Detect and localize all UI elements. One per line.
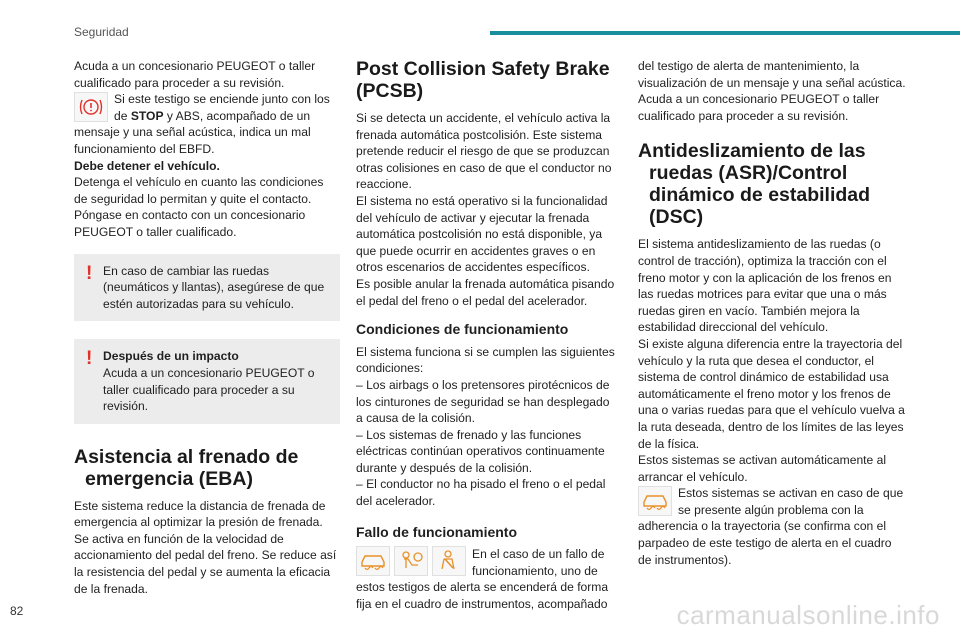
seatbelt-person-icon [432,546,466,576]
section-heading: Asistencia al frenado de emergencia (EBA) [74,445,299,490]
section-heading: Post Collision Safety Brake (PCSB) [356,58,610,102]
witness-text: Si este testigo se enciende junto con los de STOP y ABS, acompañado de un mensaje y una señal acústica, indica un mal funcionamiento del EBFD. [74,92,330,156]
skid-car-icon [356,546,390,576]
exclamation-icon: ! [86,262,93,284]
paragraph: Estos sistemas se activan en caso de que se presente algún problema con la adherencia o la trayectoria (se confirma con el parpadeo de este testigo de alerta en el cuadro de instrumentos). [638,486,904,567]
paragraph: Si se detecta un accidente, el vehículo activa la frenada automática postcolisión. Este sistema pretende reducir el riesgo de que se produzcan otras colisiones en caso de que el conductor no reaccione. [356,111,612,192]
paragraph: Si existe alguna diferencia entre la trayectoria del vehículo y la ruta que desea el conductor, el sistema de control dinámico de estabilidad usa automáticamente el freno motor y los frenos de una o varias ruedas para que el vehículo vuelva a la ruta deseada, dentro de los límites de las leyes de la física. [638,336,905,451]
failure-note [356,546,618,612]
paragraph: Es posible anular la frenada automática pisando el pedal del freno o el pedal del acelerador. [356,276,615,308]
list-item: – Los airbags o los pretensores pirotécnicos de los cinturones de seguridad se han desplegado a causa de la colisión. [356,377,610,426]
header-bar [490,31,960,35]
paragraph: El sistema antideslizamiento de las ruedas (o control de tracción), optimiza la tracción con el freno motor y con la aplicación de los frenos en las ruedas motrices para evitar que una o más ruedas giren en vacío. También mejora la estabilidad direccional del vehículo. [638,237,892,335]
list-item: – Los sistemas de frenado y las funciones eléctricas continúan operativos continuamente durante y después de la colisión. [356,427,605,475]
column-1 [74,58,340,597]
header-title: Seguridad [74,25,129,39]
warning-note [74,339,340,423]
skid-car-icon [638,486,672,516]
paragraph: Acuda a un concesionario PEUGEOT o taller cualificado para proceder a su revisión. [74,59,316,90]
list-item: – El conductor no ha pisado el freno o el pedal del acelerador. [356,477,606,509]
paragraph: Este sistema reduce la distancia de frenada de emergencia al optimizar la presión de frenada. Se activa en función de la velocidad de accionamiento del pedal del freno. Se reduce así la resistencia del pedal y se aumenta la eficacia de la frenada. [74,498,337,596]
note-text: En caso de cambiar las ruedas (neumáticos y llantas), asegúrese de que estén autorizadas para su vehículo. [103,263,325,311]
paragraph: Detenga el vehículo en cuanto las condiciones de seguridad lo permitan y quite el contacto. Póngase en contacto con un concesionario PEUGEOT o taller cualificado. [74,175,324,239]
column-2 [356,58,618,613]
subheading: Fallo de funcionamiento [356,523,518,540]
paragraph: del testigo de alerta de mantenimiento, la visualización de un mensaje y una señal acústica. [638,59,906,90]
page-number: 82 [10,604,24,618]
brake-warning-icon [74,92,108,122]
dsc-note [638,485,908,568]
airbag-person-icon [394,546,428,576]
paragraph: Estos sistemas se activan automáticamente al arrancar el vehículo. [638,453,887,484]
note-text: Después de un impacto Acuda a un concesionario PEUGEOT o taller cualificado para proceder a su revisión. [103,349,315,414]
paragraph: Acuda a un concesionario PEUGEOT o taller cualificado para proceder a su revisión. [638,92,880,123]
paragraph: El sistema funciona si se cumplen las siguientes condiciones: [356,344,615,376]
paragraph: En el caso de un fallo de funcionamiento, uno de estos testigos de alerta se encenderá de forma fija en el cuadro de instrumentos, acompañado [356,547,609,612]
section-heading: Antideslizamiento de las ruedas (ASR)/Control dinámico de estabilidad (DSC) [638,140,871,229]
stop-instruction: Debe detener el vehículo. [74,158,220,173]
column-3 [638,58,908,568]
brake-warning-note [74,91,340,157]
watermark: carmanualsonline.info [676,600,940,630]
subheading: Condiciones de funcionamiento [356,321,569,338]
icons-row [356,546,466,576]
paragraph: El sistema no está operativo si la funcionalidad del vehículo de activar y ejecutar la frenada automática postcolisión no está disponible, ya que puede ocurrir en accidentes graves o en otros escenarios de accidentes específicos. [356,193,608,275]
exclamation-icon: ! [86,348,93,370]
warning-note [74,254,340,322]
